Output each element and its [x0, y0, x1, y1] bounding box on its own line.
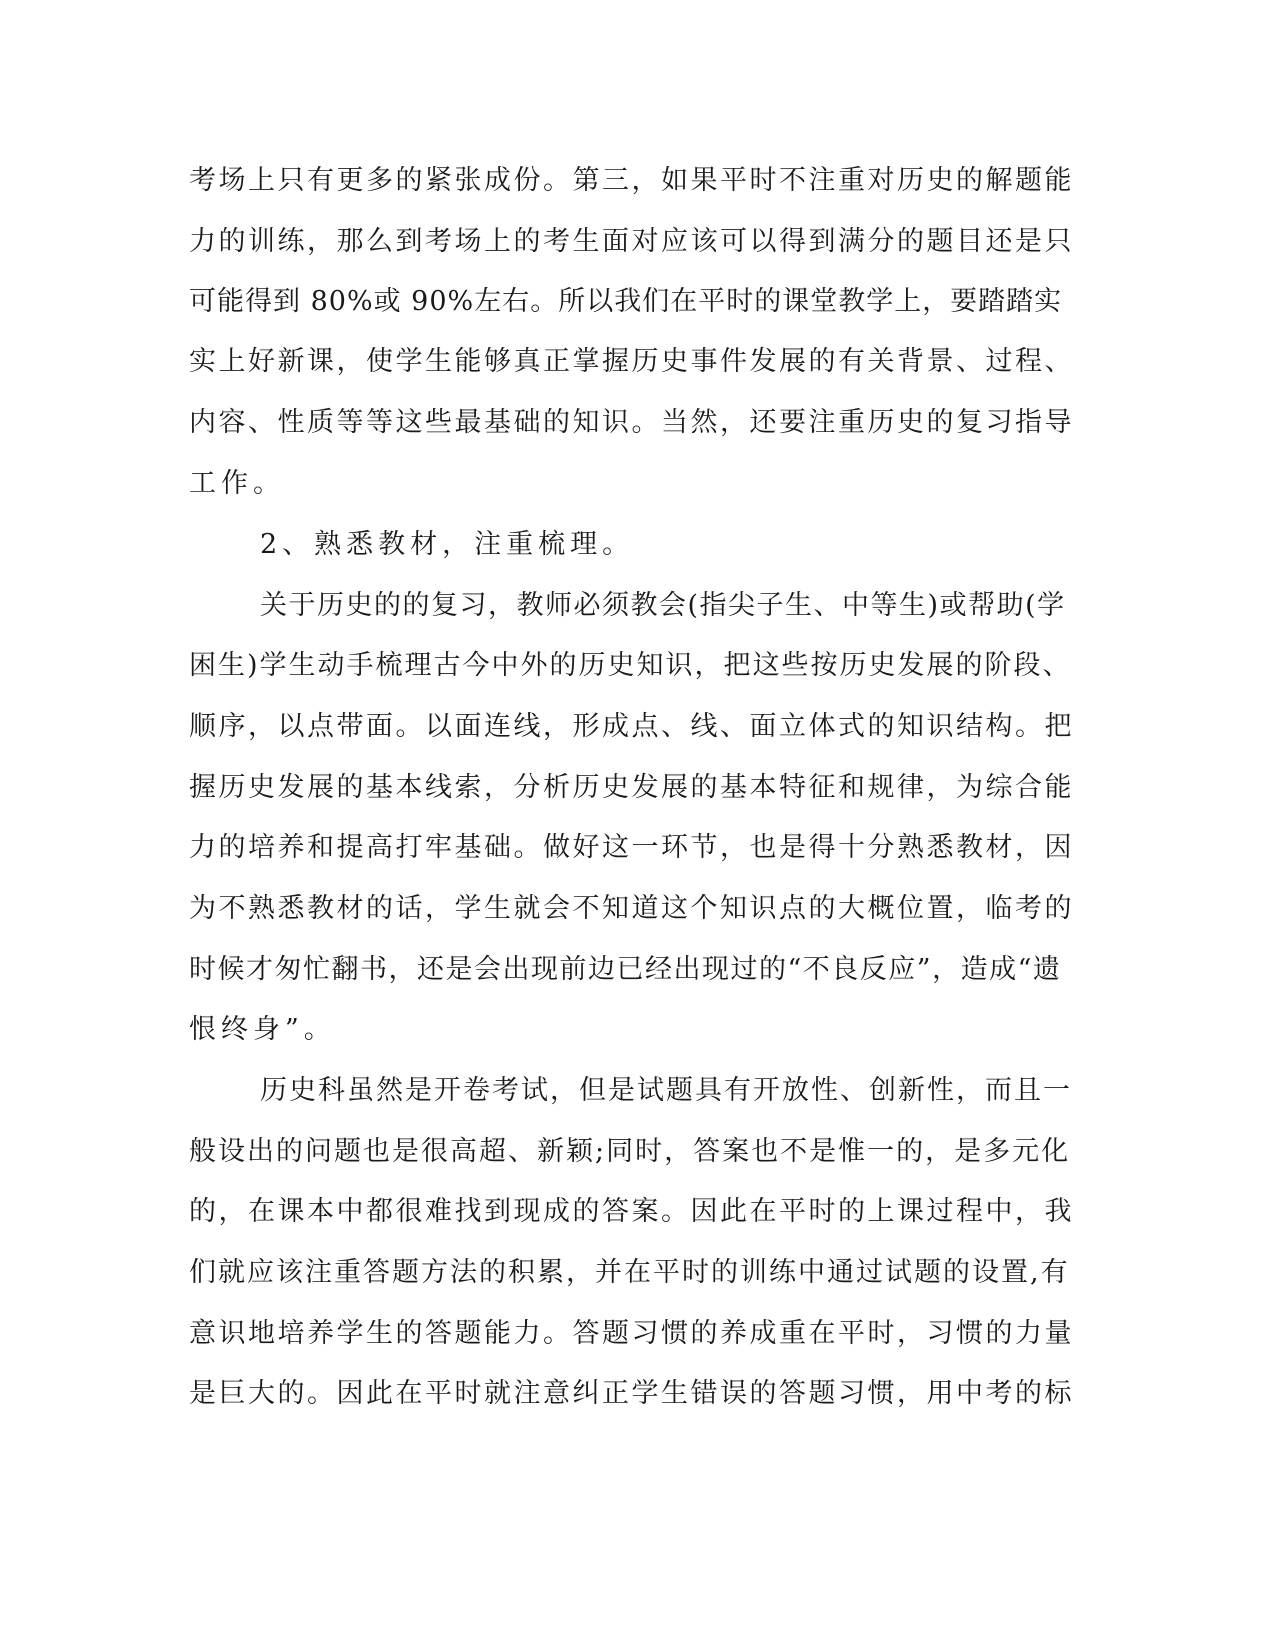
text-line: 般设出的问题也是很高超、新颖;同时，答案也不是惟一的，是多元化: [189, 1136, 1071, 1167]
text-line: 力的培养和提高打牢基础。做好这一环节，也是得十分熟悉教材，因: [189, 832, 1074, 863]
text-line: 可能得到 80%或 90%左右。所以我们在平时的课堂教学上，要踏踏实: [189, 286, 1063, 317]
text-line: 的，在课本中都很难找到现成的答案。因此在平时的上课过程中，我: [189, 1196, 1074, 1227]
text-line: 握历史发展的基本线索，分析历史发展的基本特征和规律，为综合能: [189, 772, 1074, 803]
text-line: 们就应该注重答题方法的积累，并在平时的训练中通过试题的设置,有: [189, 1257, 1070, 1288]
text-line: 顺序，以点带面。以面连线，形成点、线、面立体式的知识结构。把: [189, 711, 1074, 742]
text-line: 恨终身”。: [189, 1014, 336, 1045]
text-line: 考场上只有更多的紧张成份。第三，如果平时不注重对历史的解题能: [189, 165, 1074, 196]
text-line: 工作。: [189, 468, 285, 499]
text-line: 时候才匆忙翻书，还是会出现前边已经出现过的“不良反应”，造成“遗: [189, 954, 1062, 985]
section-heading: 2、熟悉教材，注重梳理。: [260, 529, 635, 560]
text-line: 历史科虽然是开卷考试，但是试题具有开放性、创新性，而且一: [260, 1075, 1072, 1106]
text-line: 实上好新课，使学生能够真正掌握历史事件发展的有关背景、过程、: [189, 346, 1074, 377]
text-line: 力的训练，那么到考场上的考生面对应该可以得到满分的题目还是只: [189, 226, 1074, 257]
text-line: 困生)学生动手梳理古今中外的历史知识，把这些按历史发展的阶段、: [189, 650, 1072, 681]
text-line: 意识地培养学生的答题能力。答题习惯的养成重在平时，习惯的力量: [189, 1318, 1074, 1349]
text-line: 是巨大的。因此在平时就注意纠正学生错误的答题习惯，用中考的标: [189, 1378, 1074, 1409]
text-line: 内容、性质等等这些最基础的知识。当然，还要注重历史的复习指导: [189, 407, 1074, 438]
text-line: 为不熟悉教材的话，学生就会不知道这个知识点的大概位置，临考的: [189, 893, 1074, 924]
text-line: 关于历史的的复习，教师必须教会(指尖子生、中等生)或帮助(学: [260, 590, 1066, 621]
